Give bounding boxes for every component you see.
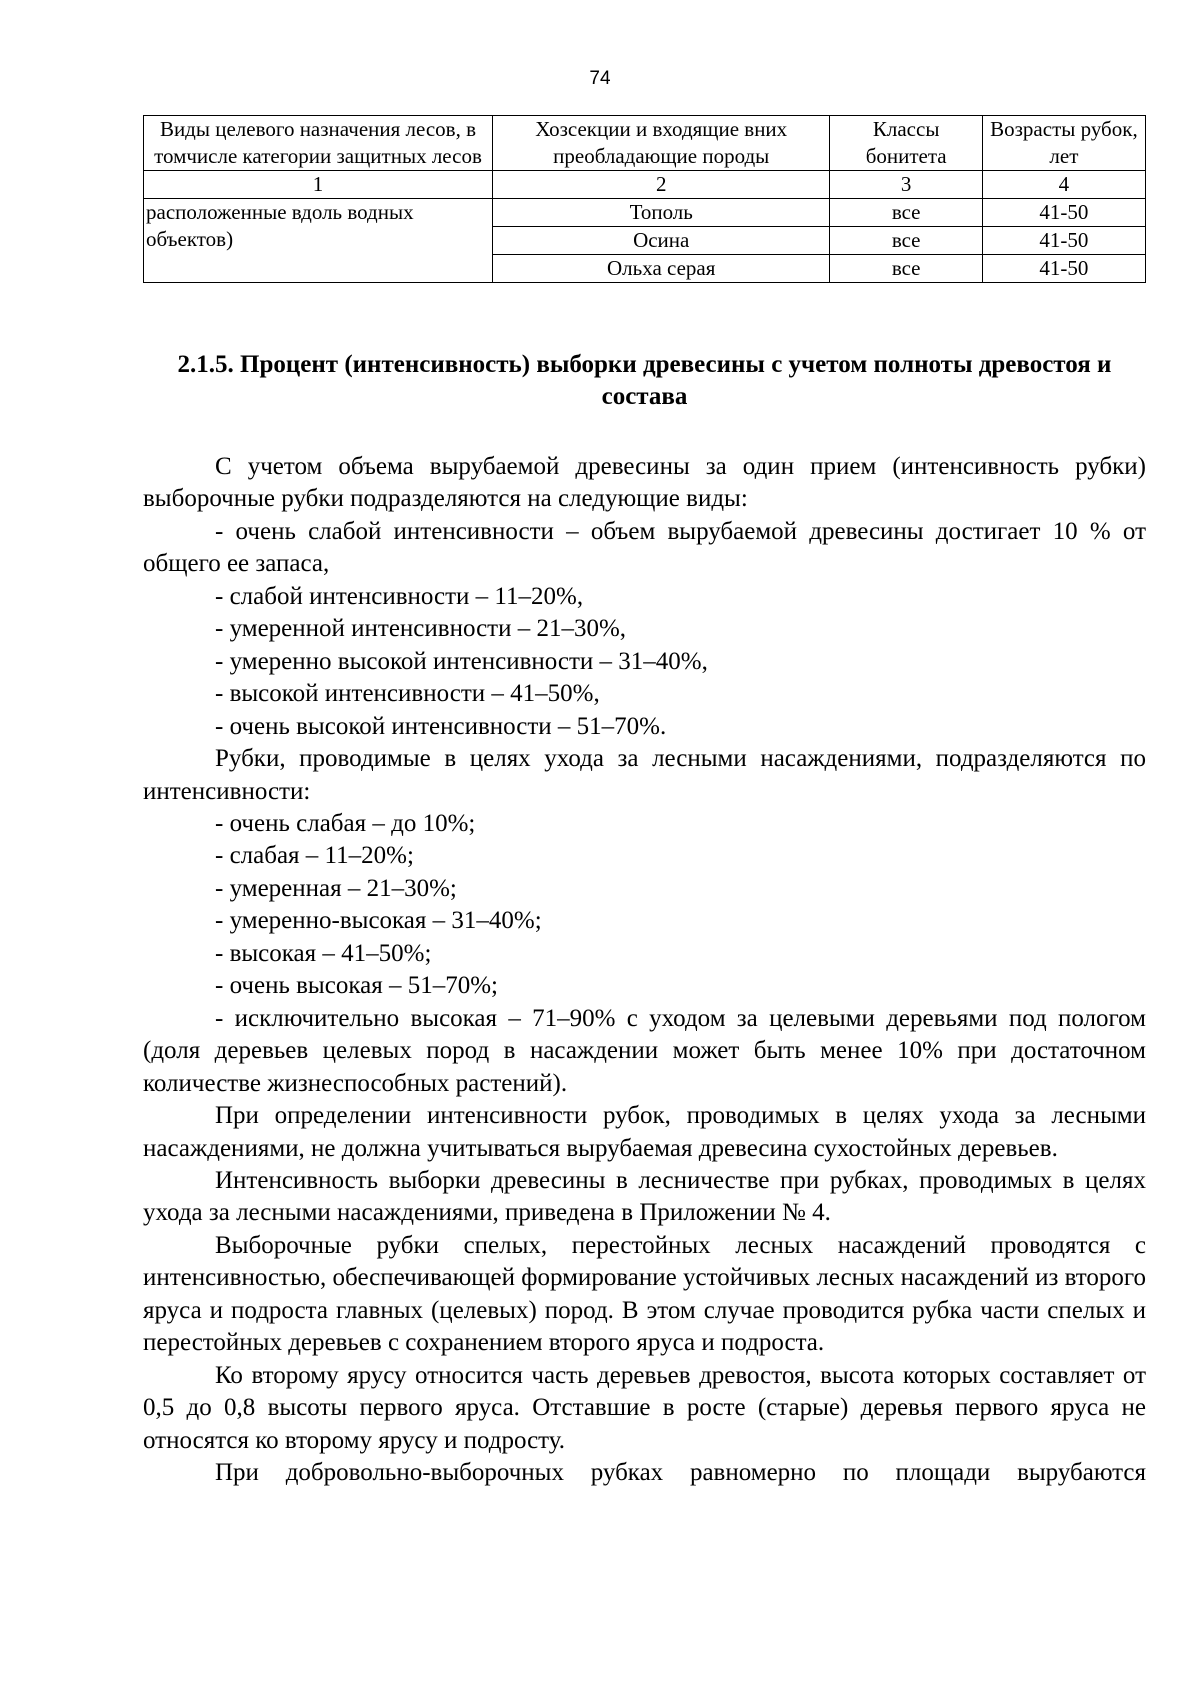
species-cell: Ольха серая xyxy=(492,255,830,283)
paragraph: При определении интенсивности рубок, проводимых в целях ухода за лесными насаждениями, не должна учитываться вырубаемая древесина сухостойных деревьев. xyxy=(143,1102,1146,1162)
age-cell: 41-50 xyxy=(982,199,1145,227)
forest-table xyxy=(143,115,1146,283)
paragraph: Выборочные рубки спелых, перестойных лесных насаждений проводятся с интенсивностью, обеспечивающей формирование устойчивых лесных насаждений из второго яруса и подроста главных (целевых) пород. В этом случае проводится рубка части спелых и перестойных деревьев с сохранением второго яруса и подроста. xyxy=(143,1231,1146,1357)
list-item: - умеренная – 21–30%; xyxy=(215,874,457,902)
page-number: 74 xyxy=(589,68,611,89)
species-cell: Тополь xyxy=(492,199,830,227)
body-text xyxy=(143,451,1146,1490)
list-item: - высокая – 41–50%; xyxy=(215,939,432,967)
column-number: 2 xyxy=(492,171,830,199)
class-cell: все xyxy=(830,227,982,255)
paragraph: Рубки, проводимые в целях ухода за лесными насаждениями, подразделяются по интенсивности: xyxy=(143,745,1146,805)
column-number: 3 xyxy=(830,171,982,199)
age-cell: 41-50 xyxy=(982,227,1145,255)
list-item: - очень высокая – 51–70%; xyxy=(215,972,498,1000)
list-item: - исключительно высокая – 71–90% с уходом за целевыми деревьями под пологом (доля деревьев целевых пород в насаждении может быть менее 10% при достаточном количестве жизнеспособных растений). xyxy=(143,1004,1146,1097)
column-number: 1 xyxy=(144,171,493,199)
table-numbers-row xyxy=(144,171,1146,199)
header-age: Возрасты рубок, лет xyxy=(982,116,1145,171)
header-class: Классы бонитета xyxy=(830,116,982,171)
list-item: - слабой интенсивности – 11–20%, xyxy=(215,582,584,610)
section-title: 2.1.5. Процент (интенсивность) выборки древесины с учетом полноты древостоя и состава xyxy=(177,351,1112,410)
header-purpose: Виды целевого назначения лесов, в томчисле категории защитных лесов xyxy=(144,116,493,171)
species-cell: Осина xyxy=(492,227,830,255)
table-row xyxy=(144,199,1146,227)
list-item: - очень слабая – до 10%; xyxy=(215,809,476,837)
list-item: - умеренно высокой интенсивности – 31–40%, xyxy=(215,647,708,675)
list-item: - высокой интенсивности – 41–50%, xyxy=(215,680,600,708)
age-cell: 41-50 xyxy=(982,255,1145,283)
list-item: - слабая – 11–20%; xyxy=(215,842,414,870)
class-cell: все xyxy=(830,255,982,283)
column-number: 4 xyxy=(982,171,1145,199)
list-item: - очень высокой интенсивности – 51–70%. xyxy=(215,712,667,740)
paragraph: С учетом объема вырубаемой древесины за один прием (интенсивность рубки) выборочные рубки подразделяются на следующие виды: xyxy=(143,453,1146,513)
paragraph: Ко второму ярусу относится часть деревьев древостоя, высота которых составляет от 0,5 до 0,8 высоты первого яруса. Отставшие в росте (старые) деревья первого яруса не относятся ко второму ярусу и подросту. xyxy=(143,1361,1146,1454)
list-item: - очень слабой интенсивности – объем вырубаемой древесины достигает 10 % от общего ее запаса, xyxy=(143,517,1146,578)
table-header-row xyxy=(144,116,1146,171)
class-cell: все xyxy=(830,199,982,227)
group-label: расположенные вдоль водных объектов) xyxy=(144,199,493,283)
list-item: - умеренно-высокая – 31–40%; xyxy=(215,907,542,935)
header-sections: Хозсекции и входящие вних преобладающие породы xyxy=(492,116,830,171)
paragraph: При добровольно-выборочных рубках равномерно по площади вырубаются xyxy=(215,1459,1146,1487)
paragraph: Интенсивность выборки древесины в лесничестве при рубках, проводимых в целях ухода за лесными насаждениями, приведена в Приложении № 4. xyxy=(143,1166,1146,1227)
list-item: - умеренной интенсивности – 21–30%, xyxy=(215,615,627,643)
